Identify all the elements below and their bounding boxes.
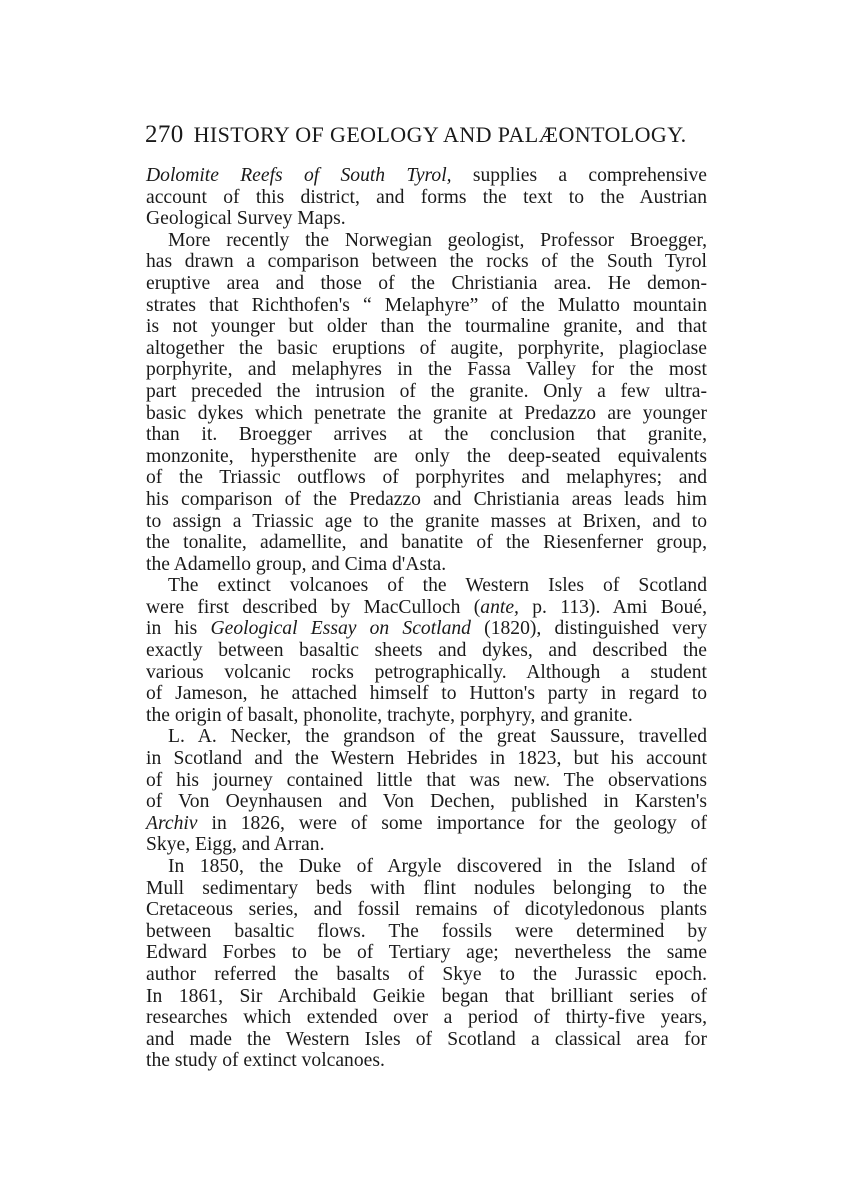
text-line (146, 878, 707, 900)
text-line (146, 554, 707, 576)
text-run: Geological Survey Maps. (146, 208, 346, 230)
text-run: L. A. Necker, the grandson of the great Saussure, travelled (168, 726, 707, 748)
text-line (146, 726, 707, 748)
text-line (146, 446, 707, 468)
text-line (146, 748, 707, 770)
text-run: to assign a Triassic age to the granite masses at Brixen, and to (146, 510, 707, 532)
italic-text: Geological Essay on Scotland (210, 618, 471, 640)
paragraph (146, 165, 707, 230)
text-line (146, 489, 707, 511)
text-run: In 1850, the Duke of Argyle discovered in the Island of (168, 856, 707, 877)
paragraph (146, 230, 707, 576)
paragraph (146, 856, 707, 1072)
text-line (146, 921, 707, 943)
text-line (146, 1007, 707, 1029)
text-run: monzonite, hypersthenite are only the deep-seated equivalents (146, 445, 707, 467)
text-line (146, 834, 707, 856)
text-run: strates that Richthofen's “ Melaphyre” of the Mulatto mountain (146, 294, 707, 316)
text-line (146, 338, 707, 360)
text-run: and made the Western Isles of Scotland a classical area for (146, 1028, 707, 1050)
text-run: than it. Broegger arrives at the conclusion that granite, (146, 424, 707, 446)
text-line (146, 316, 707, 338)
text-line (146, 899, 707, 921)
paragraph (146, 726, 707, 856)
text-line (146, 986, 707, 1008)
text-run: has drawn a comparison between the rocks of the South Tyrol (146, 251, 707, 273)
text-line (146, 683, 707, 705)
text-run: the study of extinct volcanoes. (146, 1050, 385, 1072)
text-line (146, 942, 707, 964)
text-run: of Von Oeynhausen and Von Dechen, published in Karsten's (146, 791, 707, 813)
text-run: altogether the basic eruptions of augite, porphyrite, plagioclase (146, 337, 707, 359)
text-run: between basaltic flows. The fossils were determined by (146, 920, 707, 942)
text-run: in his (146, 618, 211, 640)
text-line (146, 273, 707, 295)
text-run: (1820), distinguished very (470, 618, 707, 640)
text-run: In 1861, Sir Archibald Geikie began that brilliant series of (146, 985, 707, 1007)
text-run: various volcanic rocks petrographically. Although a student (146, 661, 707, 683)
text-run: researches which extended over a period of thirty-five years, (146, 1007, 707, 1029)
text-run: account of this district, and forms the text to the Austrian (146, 186, 707, 208)
text-line (146, 1029, 707, 1051)
text-run: in 1826, were of some importance for the geology of (197, 812, 707, 834)
text-line (146, 511, 707, 533)
text-run: of the Triassic outflows of porphyrites and melaphyres; and (146, 467, 707, 489)
running-title: HISTORY OF GEOLOGY AND PALÆONTOLOGY. (193, 122, 687, 147)
text-line (146, 208, 707, 230)
text-run: exactly between basaltic sheets and dykes, and described the (146, 640, 707, 662)
text-line (146, 618, 707, 640)
text-line (146, 770, 707, 792)
text-line (146, 230, 707, 252)
text-run: basic dykes which penetrate the granite at Predazzo are younger (146, 402, 707, 424)
text-line (146, 381, 707, 403)
text-run: the Adamello group, and Cima d'Asta. (146, 553, 447, 575)
text-line (146, 575, 707, 597)
text-run: is not younger but older than the tourmaline granite, and that (146, 316, 707, 338)
text-line (146, 403, 707, 425)
text-run: author referred the basalts of Skye to the Jurassic epoch. (146, 963, 707, 985)
text-line (146, 359, 707, 381)
text-run: eruptive area and those of the Christiania area. He demon- (146, 272, 707, 294)
italic-text: ante, (480, 596, 519, 618)
text-line (146, 813, 707, 835)
text-run: supplies a comprehensive (451, 165, 707, 186)
text-line (146, 662, 707, 684)
text-run: the origin of basalt, phonolite, trachyte, porphyry, and granite. (146, 704, 633, 726)
text-run: The extinct volcanoes of the Western Isles of Scotland (168, 575, 707, 597)
text-line (146, 187, 707, 209)
text-run: part preceded the intrusion of the granite. Only a few ultra- (146, 380, 707, 402)
text-run: More recently the Norwegian geologist, Professor Broegger, (168, 229, 707, 251)
text-run: of his journey contained little that was new. The observations (146, 769, 707, 791)
text-line (146, 791, 707, 813)
text-line (146, 532, 707, 554)
text-line (146, 1050, 707, 1072)
text-run: Edward Forbes to be of Tertiary age; nevertheless the same (146, 942, 707, 964)
text-run: of Jameson, he attached himself to Hutton's party in regard to (146, 683, 707, 705)
text-run: were first described by MacCulloch ( (146, 596, 481, 618)
text-run: porphyrite, and melaphyres in the Fassa Valley for the most (146, 359, 707, 381)
text-line (146, 424, 707, 446)
text-line (146, 705, 707, 727)
paragraph (146, 575, 707, 726)
text-run: the tonalite, adamellite, and banatite of the Riesenferner group, (146, 532, 707, 554)
body-text (146, 165, 707, 1072)
text-run: Cretaceous series, and fossil remains of dicotyledonous plants (146, 899, 707, 921)
text-line (146, 640, 707, 662)
text-line (146, 856, 707, 878)
italic-text: Dolomite Reefs of South Tyrol, (146, 165, 452, 186)
text-run: in Scotland and the Western Hebrides in 1823, but his account (146, 748, 707, 770)
text-run: his comparison of the Predazzo and Christiania areas leads him (146, 488, 707, 510)
italic-text: Archiv (146, 812, 198, 834)
text-line (146, 295, 707, 317)
text-line (146, 251, 707, 273)
text-line (146, 467, 707, 489)
running-head (145, 121, 687, 149)
text-run: Skye, Eigg, and Arran. (146, 834, 325, 856)
page-number: 270 (145, 121, 184, 148)
text-run: p. 113). Ami Boué, (518, 596, 707, 618)
text-line (146, 597, 707, 619)
text-line (146, 165, 707, 187)
text-run: Mull sedimentary beds with flint nodules belonging to the (146, 877, 707, 899)
text-line (146, 964, 707, 986)
